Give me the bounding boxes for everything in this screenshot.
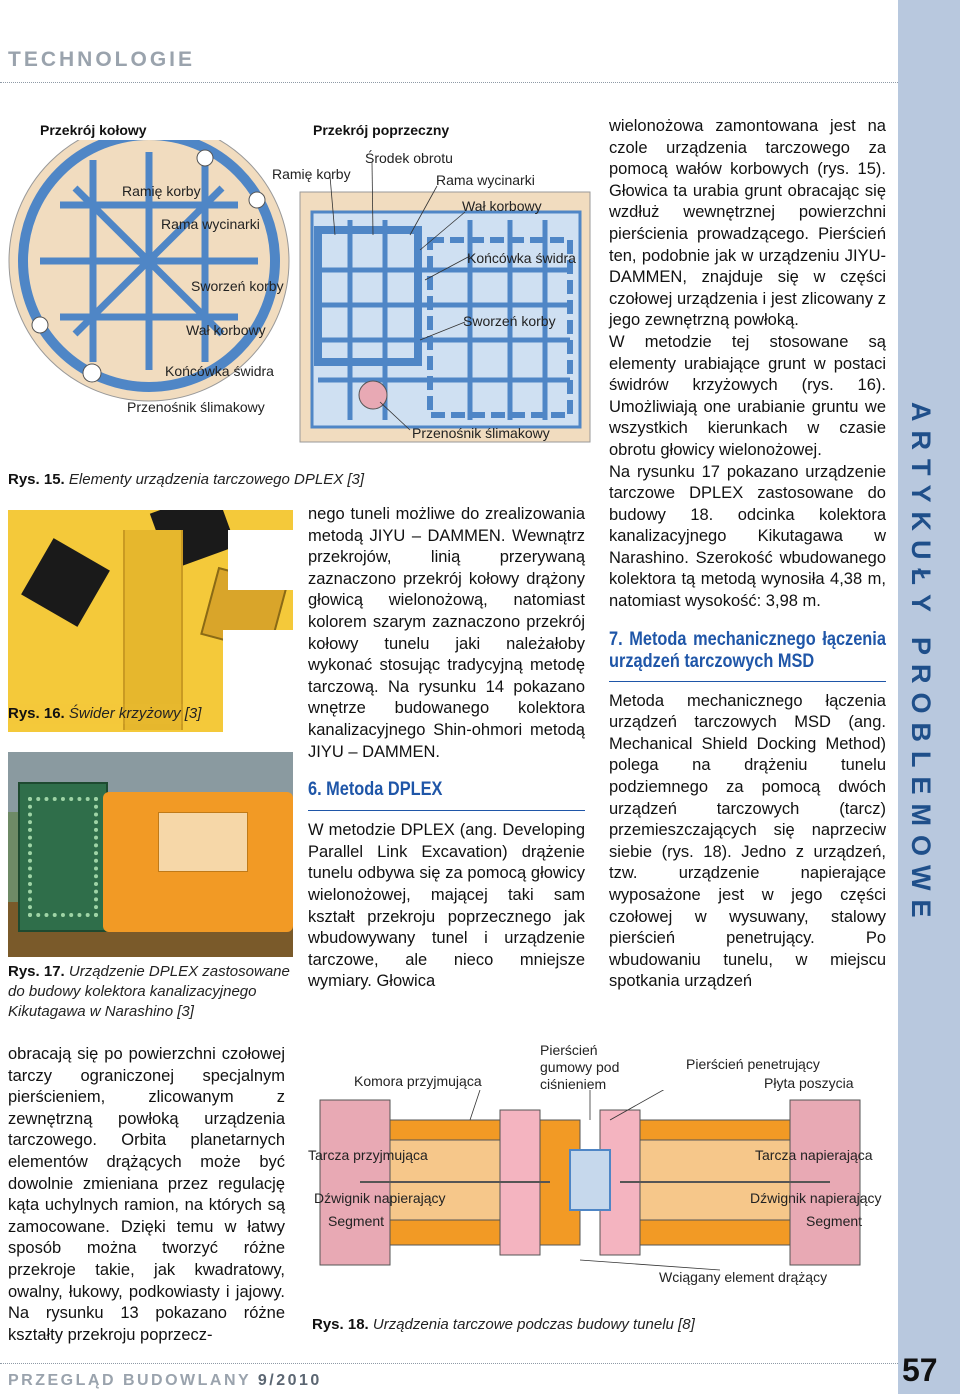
- fig15-diagram: [0, 140, 600, 460]
- fig15-caption-text: Elementy urządzenia tarczowego DPLEX [3]: [68, 471, 365, 488]
- fig15-label-crank-pin-r: Sworzeń korby: [463, 313, 556, 329]
- fig15-label-crankshaft-r: Wał korbowy: [462, 198, 542, 214]
- fig18-label-rubber-ring: Pierścień gumowy pod ciśnieniem: [540, 1042, 620, 1092]
- footer-rule: [0, 1363, 898, 1364]
- footer-journal: [8, 1372, 322, 1390]
- fig18-label-jack-left: Dźwignik napierający: [314, 1190, 446, 1206]
- fig18-label-pushing-shield: Tarcza napierająca: [755, 1147, 873, 1163]
- side-label: ARTYKUŁY PROBLEMOWE: [906, 402, 936, 927]
- fig16-caption: [8, 704, 201, 724]
- section-header: TECHNOLOGIE: [8, 48, 196, 71]
- fig15-label-crank-arm: Ramię korby: [122, 183, 201, 199]
- fig16-caption-text: Świder krzyżowy [3]: [68, 705, 202, 722]
- fig18-caption: [312, 1315, 695, 1335]
- section-heading-6: 6. Metoda DPLEX: [308, 779, 443, 801]
- fig18-label-segment-left: Segment: [328, 1213, 385, 1229]
- page-number: 57: [902, 1352, 938, 1388]
- fig18-caption-text: Urządzenia tarczowe podczas budowy tunelu [8]: [372, 1316, 695, 1333]
- fig15-caption-number: Rys. 15.: [8, 471, 65, 488]
- col3-paragraph-3: Na rysunku 17 pokazano urządzenie tarczowe DPLEX zastosowane do budowy 18. odcinka kolektora kanalizacyjnego Kikutagawa w Narashino. Szerokość wbudowanego kolektora tą metodą wynosiła 4,38 m, natomiast wysokość: 3,98 m.: [609, 462, 886, 611]
- fig18-label-receiving-shield: Tarcza przyjmująca: [308, 1147, 428, 1163]
- fig18-caption-number: Rys. 18.: [312, 1316, 369, 1333]
- fig18-label-segment-right: Segment: [806, 1213, 863, 1229]
- fig17-caption: [8, 962, 298, 1022]
- fig16-photo: [8, 510, 293, 732]
- fig15-title-right: Przekrój poprzeczny: [313, 122, 450, 138]
- fig15-label-screw-conveyor-r: Przenośnik ślimakowy: [412, 425, 550, 441]
- fig15-title-left: Przekrój kołowy: [40, 122, 147, 138]
- footer-journal-name: PRZEGLĄD BUDOWLANY: [8, 1372, 251, 1389]
- col3-paragraph-2: W metodzie tej stosowane są elementy urabiające grunt w postaci świdrów krzyżowych (rys. 16). Umożliwiają one urabianie gruntu we wszystkich kierunkach w czasie obrotu głowicy wielonożowej.: [609, 332, 886, 459]
- fig15-label-drill-tip-r: Końcówka świdra: [467, 250, 576, 266]
- fig15-label-cutter-frame-r: Rama wycinarki: [436, 172, 535, 188]
- fig18-label-retracted-cutter: Wciągany element drążący: [659, 1269, 828, 1285]
- fig18-label-penetrating-ring: Pierścień penetrujący: [686, 1056, 820, 1072]
- fig17-photo: [8, 752, 293, 957]
- fig15-caption: [8, 470, 364, 490]
- fig15-label-screw-conveyor: Przenośnik ślimakowy: [127, 399, 265, 415]
- fig15-label-drill-tip: Końcówka świdra: [165, 363, 274, 379]
- section-rule-7: [609, 681, 886, 682]
- fig15-label-crank-arm-r: Ramię korby: [272, 166, 351, 182]
- fig18-label-jack-right: Dźwignik napierający: [750, 1190, 882, 1206]
- col3-paragraph-1: wielonożowa zamontowana jest na czole urządzenia tarczowego za pomocą wałów korbowych (rys. 15). Głowica ta urabia grunt obracając się wzdłuż wewnętrznej powierzchni pierścienia prowadzącego. Pierścień ten, podobnie jak w urządzeniu JIYU-DAMMEN, znajduje się w części czołowej urządzenia i jest zlicowany z jego zewnętrzną powłoką.: [609, 117, 886, 330]
- section-heading-7: 7. Metoda mechanicznego łączenia urządzeń tarczowych MSD: [609, 628, 886, 672]
- fig16-caption-number: Rys. 16.: [8, 705, 65, 722]
- fig18-label-receiving-chamber: Komora przyjmująca: [354, 1073, 482, 1089]
- section-rule-6: [308, 810, 585, 811]
- col3-text: [609, 116, 886, 993]
- col1-text: obracają się po powierzchni czołowej tarczy ograniczonej specjalnym pierścieniem, zlicowanym z zewnętrzną powłoką urządzenia tarczowego. Orbita planetarnych elementów drążących może być dowolnie zmieniana przez regulację kąta uchylnych ramion, na których są zamocowane. Dzięki temu w łatwy sposób można tworzyć różne przekroje takie, jak kwadratowy, owalny, łukowy, podkowiasty i jajowy. Na rysunku 13 pokazano różne kształty przekroju poprzecz-: [8, 1045, 285, 1344]
- fig15-label-rotation-center: Środek obrotu: [365, 150, 453, 166]
- fig15-label-crank-pin: Sworzeń korby: [191, 278, 284, 294]
- fig15-label-crankshaft: Wał korbowy: [186, 322, 266, 338]
- col2-paragraph-2: W metodzie DPLEX (ang. Developing Parallel Link Excavation) drążenie tunelu odbywa się za pomocą głowicy wielonożowej, mającej taki sam kształt przekroju poprzecznego jak wbudowywany tunel i urządzenie tarczowe, ale nieco mniejsze wymiary. Głowica: [308, 821, 585, 991]
- fig18-label-skin-plate: Płyta poszycia: [764, 1075, 854, 1091]
- col2-text: [308, 504, 585, 993]
- fig17-caption-number: Rys. 17.: [8, 963, 65, 980]
- fig17-caption-text: Urządzenie DPLEX zastosowane do budowy kolektora kanalizacyjnego Kikutagawa w Narashino [3]: [8, 963, 290, 1020]
- fig15-label-cutter-frame: Rama wycinarki: [161, 216, 260, 232]
- header-rule: [0, 82, 898, 83]
- col3-paragraph-4: Metoda mechanicznego łączenia urządzeń tarczowych MSD (ang. Mechanical Shield Docking Method) polega na drążeniu tunelu podziemnego za pomocą dwóch urządzeń tarczowych (tarcz) przemieszczających się naprzeciw siebie (rys. 18). Jedno z urządzeń, tzw. urządzenie napierające wyposażone jest w jego części czołowej w wysuwany, stalowy pierścień penetrujący. Po wbudowaniu tunelu, w miejscu spotkania urządzeń: [609, 691, 886, 991]
- col2-paragraph-1: nego tuneli możliwe do zrealizowania metodą JIYU – DAMMEN. Wewnątrz przekrojów, linią przerywaną zaznaczono przekrój kołowy drążony głowicą wielonożową, natomiast kolorem szarym zaznaczono przekrój kołowy tunelu jaki należałoby wykonać stosując tradycyjną metodę tarczową. Na rysunku 14 pokazano wnętrze budowanego kolektora kanalizacyjnego Shin-ohmori metodą JIYU – DAMMEN.: [308, 505, 585, 761]
- footer-issue: 9/2010: [257, 1372, 322, 1389]
